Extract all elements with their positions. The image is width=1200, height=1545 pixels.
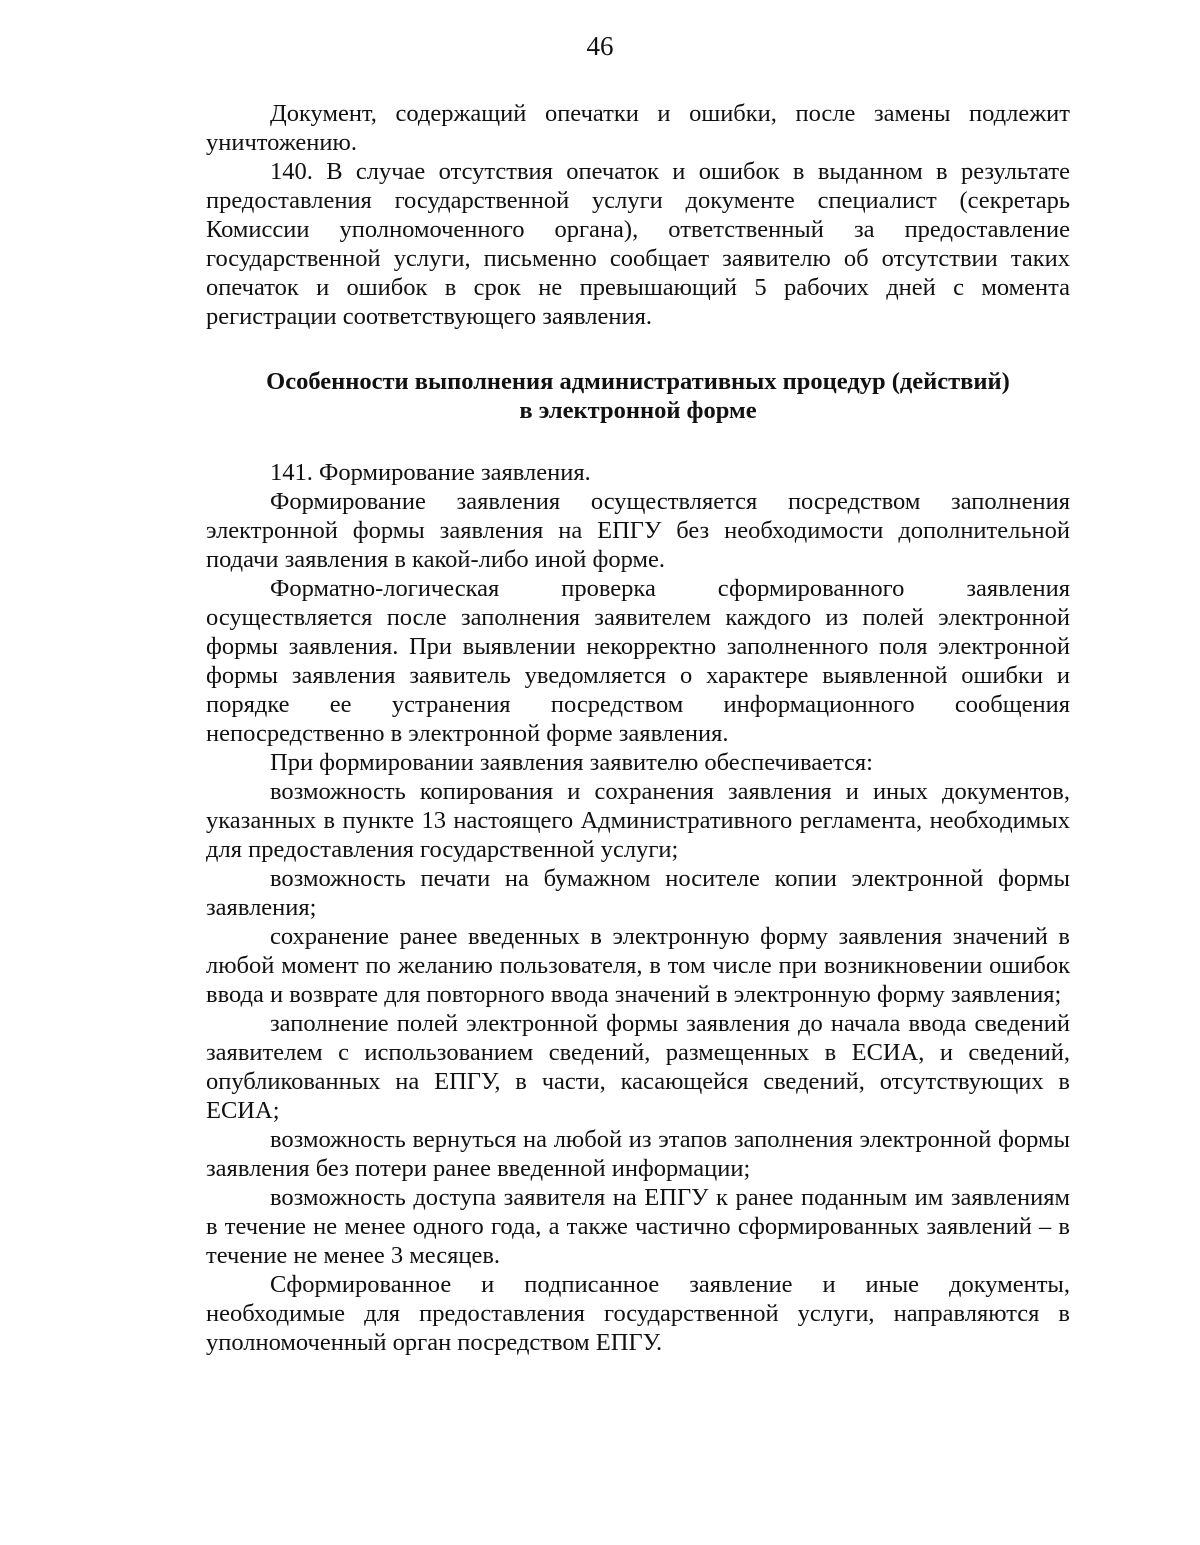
paragraph-141: 141. Формирование заявления. (270, 459, 591, 486)
list-item: возможность копирования и сохранения заявления и иных документов, указанных в пункте 13 настоящего Административного регламента, необходимых для предоставления государственной услуги; (206, 778, 1070, 863)
paragraph: Форматно-логическая проверка сформированного заявления осуществляется после заполнения заявителем каждого из полей электронной формы заявления. При выявлении некорректно заполненного поля электронной формы заявления заявитель уведомляется о характере выявленной ошибки и порядке ее устранения посредством информационного сообщения непосредственно в электронной форме заявления. (206, 575, 1070, 747)
paragraph: Документ, содержащий опечатки и ошибки, после замены подлежит уничтожению. (206, 100, 1070, 156)
list-item: возможность печати на бумажном носителе копии электронной формы заявления; (206, 865, 1070, 921)
page-number: 46 (586, 31, 614, 61)
list-item: возможность вернуться на любой из этапов заполнения электронной формы заявления без потери ранее введенной информации; (206, 1126, 1070, 1182)
list-item: сохранение ранее введенных в электронную форму заявления значений в любой момент по желанию пользователя, в том числе при возникновении ошибок ввода и возврате для повторного ввода значений в электронную форму заявления; (206, 923, 1070, 1008)
paragraph: Формирование заявления осуществляется посредством заполнения электронной формы заявления на ЕПГУ без необходимости дополнительной подачи заявления в какой-либо иной форме. (206, 488, 1070, 573)
list-item: заполнение полей электронной формы заявления до начала ввода сведений заявителем с использованием сведений, размещенных в ЕСИА, и сведений, опубликованных на ЕПГУ, в части, касающейся сведений, отсутствующих в ЕСИА; (206, 1010, 1070, 1124)
list-item: возможность доступа заявителя на ЕПГУ к ранее поданным им заявлениям в течение не менее одного года, а также частично сформированных заявлений – в течение не менее 3 месяцев. (206, 1184, 1070, 1269)
paragraph: При формировании заявления заявителю обеспечивается: (270, 749, 873, 776)
document-body (206, 99, 1070, 1357)
section-heading (206, 367, 1070, 425)
paragraph-140: 140. В случае отсутствия опечаток и ошибок в выданном в результате предоставления государственной услуги документе специалист (секретарь Комиссии уполномоченного органа), ответственный за предоставление государственной услуги, письменно сообщает заявителю об отсутствии таких опечаток и ошибок в срок не превышающий 5 рабочих дней с момента регистрации соответствующего заявления. (206, 158, 1070, 330)
paragraph: Сформированное и подписанное заявление и иные документы, необходимые для предоставления государственной услуги, направляются в уполномоченный орган посредством ЕПГУ. (206, 1271, 1070, 1356)
section-heading-line: Особенности выполнения административных процедур (действий) (266, 368, 1010, 395)
section-heading-line: в электронной форме (519, 397, 757, 424)
